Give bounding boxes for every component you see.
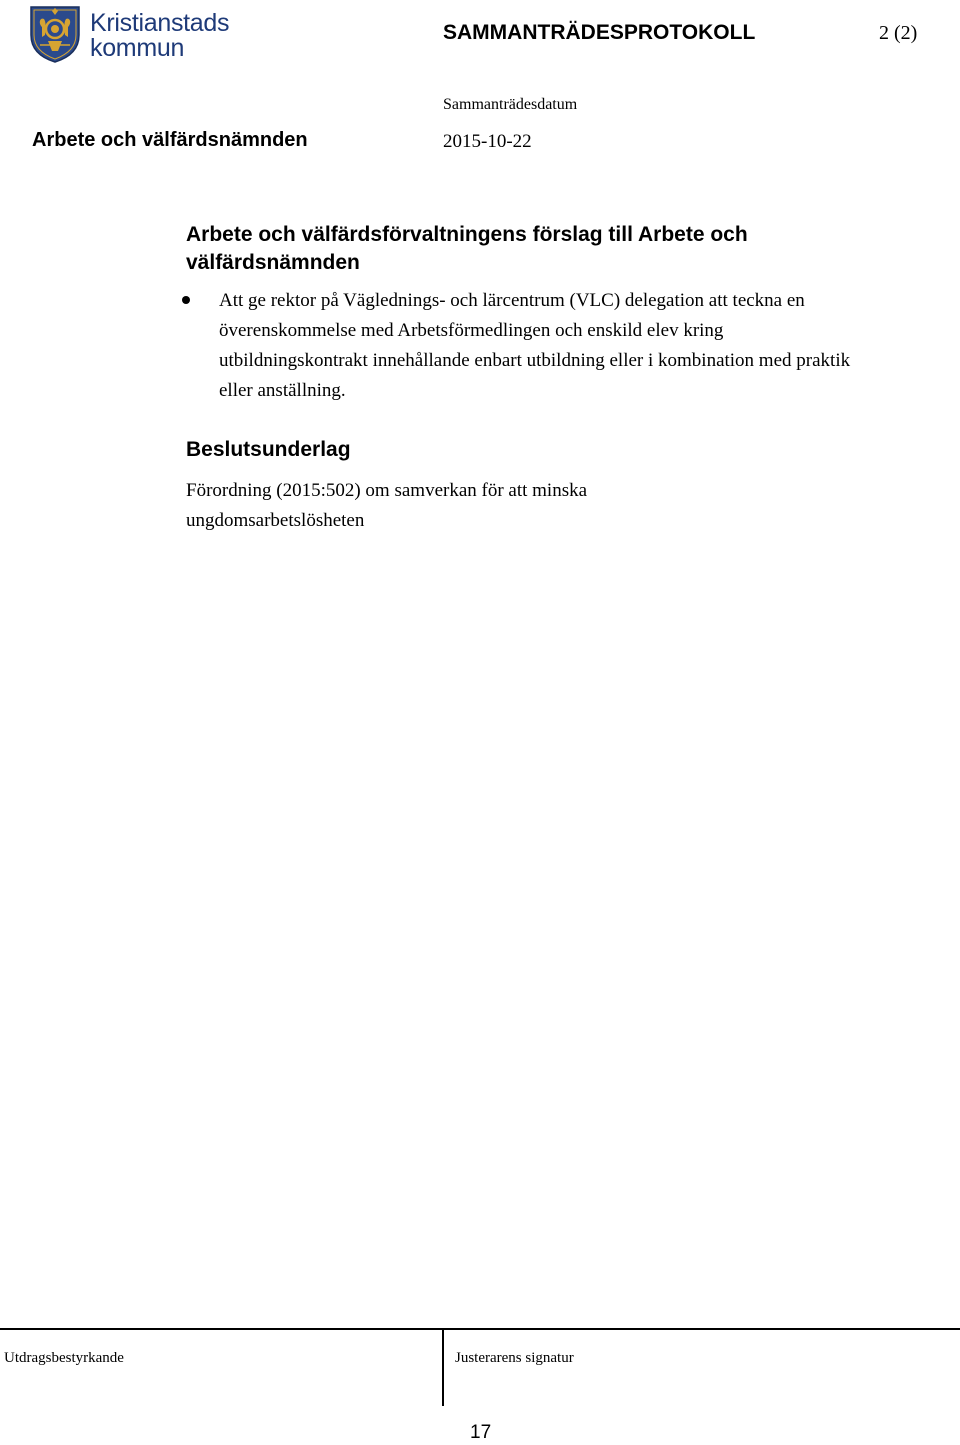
adjuster-signature-label: Justerarens signatur xyxy=(455,1350,574,1366)
page-indicator: 2 (2) xyxy=(879,22,918,44)
footer-divider-line xyxy=(0,1328,960,1330)
proposal-heading: Arbete och välfärdsförvaltningens förslag till Arbete och välfärdsnämnden xyxy=(186,223,748,274)
extract-certification-label: Utdragsbestyrkande xyxy=(4,1350,124,1366)
municipality-logo xyxy=(28,5,228,63)
document-type: SAMMANTRÄDESPROTOKOLL xyxy=(443,21,756,44)
logo-text-line-2: kommun xyxy=(90,34,185,62)
logo-text-line-1: Kristianstads xyxy=(90,9,230,37)
kristianstad-crest-icon xyxy=(28,5,82,63)
proposal-bullet-item: Att ge rektor på Väglednings- och lärcentrum (VLC) delegation att teckna en överenskommelse med Arbetsförmedlingen och enskild elev kring utbildningskontrakt innehållande enbart utbildning eller i kombination med praktik eller anställning. xyxy=(219,290,851,401)
meeting-date: 2015-10-22 xyxy=(443,131,532,152)
committee-name: Arbete och välfärdsnämnden xyxy=(32,129,308,151)
decision-basis-heading: Beslutsunderlag xyxy=(186,438,351,461)
page-number: 17 xyxy=(470,1422,492,1443)
bullet-icon xyxy=(182,296,190,304)
footer-column-divider xyxy=(442,1328,444,1406)
decision-basis-text: Förordning (2015:502) om samverkan för att minska ungdomsarbetslösheten xyxy=(186,480,588,531)
meeting-date-label: Sammanträdesdatum xyxy=(443,96,578,113)
